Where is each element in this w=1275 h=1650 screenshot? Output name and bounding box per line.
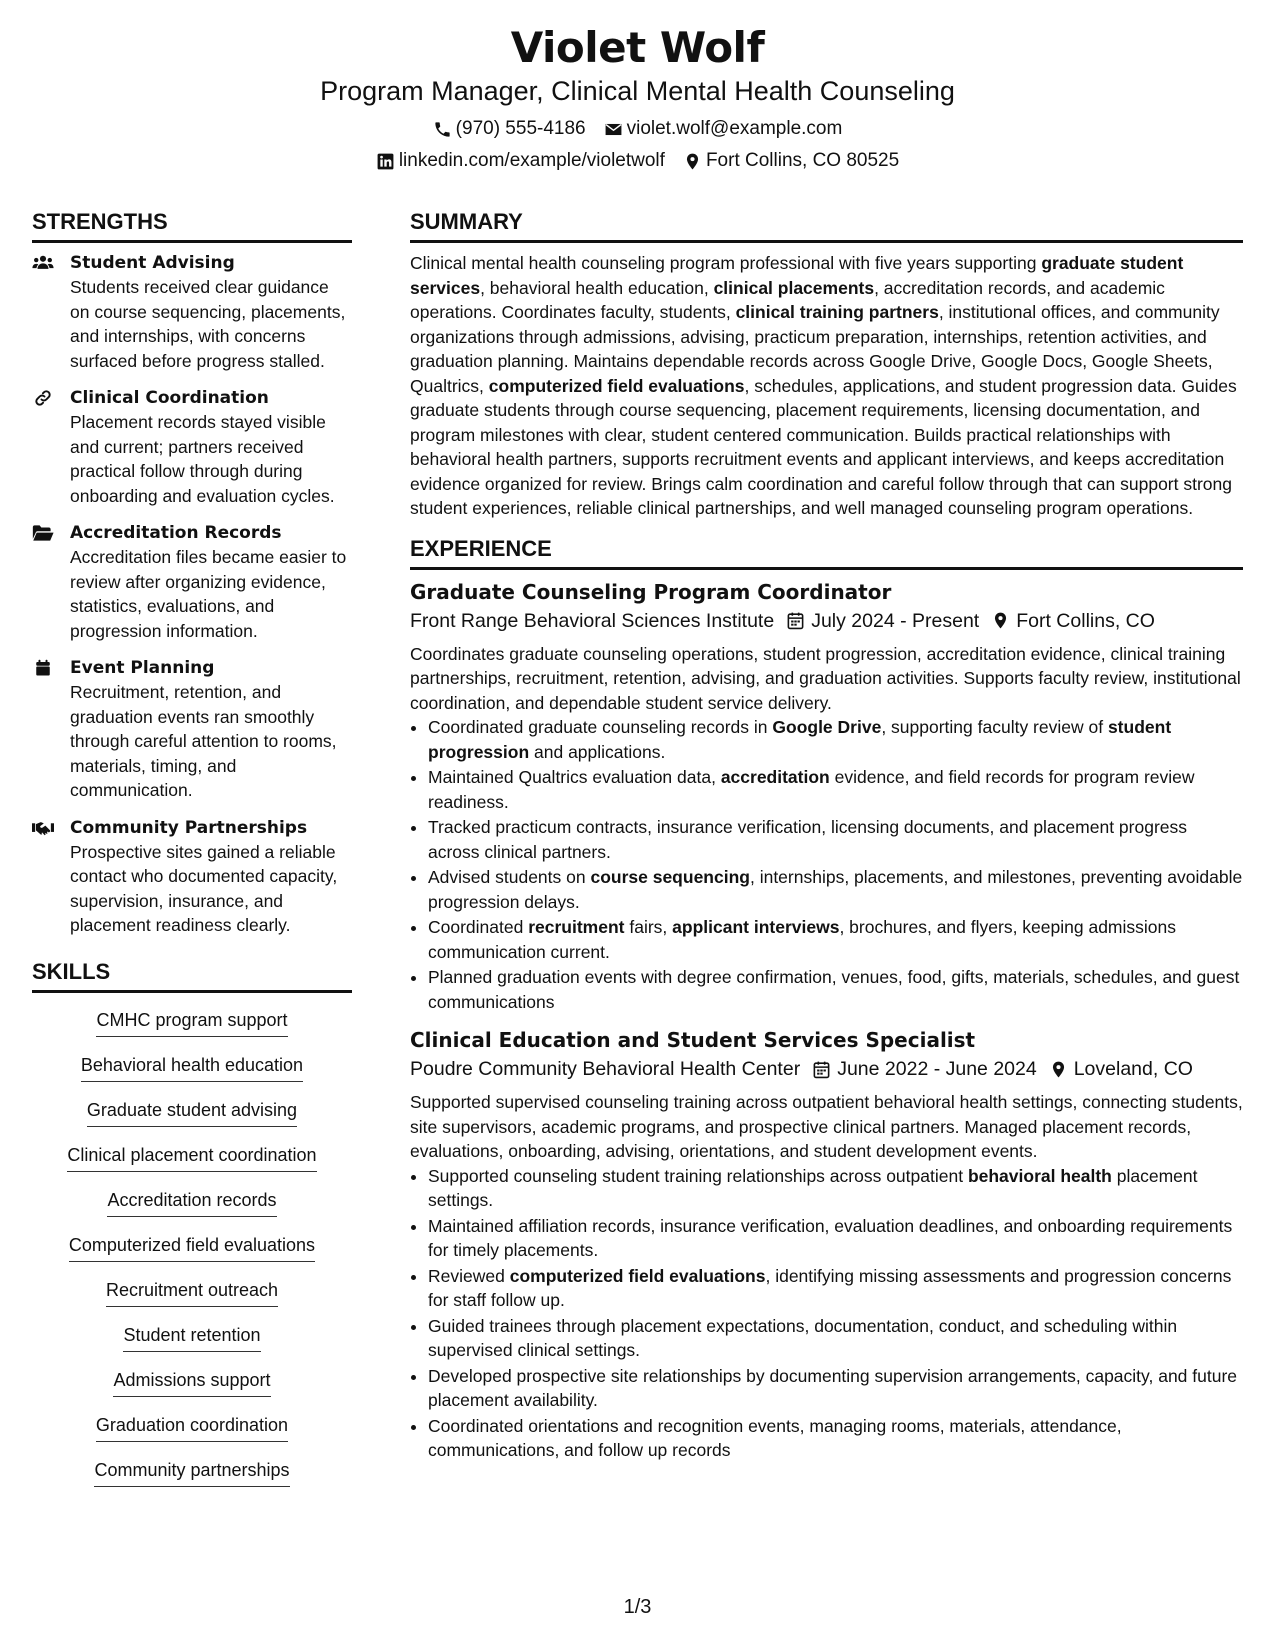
experience-heading: EXPERIENCE bbox=[410, 535, 1243, 570]
location-contact bbox=[683, 148, 899, 174]
phone-text: (970) 555-4186 bbox=[455, 118, 586, 139]
linkedin-icon bbox=[376, 152, 395, 171]
job-meta bbox=[410, 1054, 1243, 1084]
job-org: Poudre Community Behavioral Health Center bbox=[410, 1058, 801, 1080]
phone-contact bbox=[433, 116, 586, 142]
phone-icon bbox=[433, 120, 452, 139]
bold-keyword: recruitment bbox=[528, 917, 625, 937]
bullet-item: • Coordinated orientations and recognition events, managing rooms, materials, attendance, communications, and follow up records bbox=[428, 1414, 1243, 1463]
summary-text: Clinical mental health counseling program professional with five years supporting graduate student services, behavioral health education, clinical placements, accreditation records, and academic operations. Coordinates faculty, students, clinical training partners, institutional offices, and community organizations through admissions, advising, practicum preparation, internships, retention activities, and graduation planning. Maintains dependable records across Google Drive, Google Docs, Google Sheets, Qualtrics, computerized field evaluations, schedules, applications, and student progression data. Guides graduate students through course sequencing, placement requirements, licensing documentation, and program milestones with clear, student centered communication. Builds practical relationships with behavioral health partners, supports recruitment events and applicant interviews, and keeps accreditation evidence organized for review. Brings calm coordination and careful follow through that can support strong student experiences, reliable clinical partnerships, and well managed counseling program operations. bbox=[410, 253, 1237, 518]
location-text: Fort Collins, CO 80525 bbox=[705, 150, 900, 171]
skill-tag: Clinical placement coordination bbox=[67, 1142, 316, 1172]
strength-text: Accreditation files became easier to review after organizing evidence, statistics, evaluations, and progression information. bbox=[70, 547, 347, 641]
candidate-name: Violet Wolf bbox=[510, 23, 765, 72]
strength-title: Student Advising bbox=[70, 253, 235, 273]
bullet-item: • Reviewed computerized field evaluations, identifying missing assessments and progression concerns for staff follow up. bbox=[428, 1264, 1243, 1313]
skill-tag: Student retention bbox=[123, 1322, 260, 1352]
job-entry bbox=[410, 578, 1243, 1015]
resume-body bbox=[32, 208, 1243, 1502]
map-pin-icon bbox=[991, 611, 1010, 630]
job-meta bbox=[410, 606, 1243, 636]
bold-keyword: computerized field evaluations bbox=[488, 375, 745, 396]
job-description: Supported supervised counseling training across outpatient behavioral health settings, connecting students, site supervisors, academic programs, and prospective clinical partners. Managed placement records, evaluations, onboarding, advising, orientations, and student development events. bbox=[410, 1092, 1243, 1161]
map-pin-icon bbox=[1049, 1060, 1068, 1079]
bullet-item: • Maintained affiliation records, insurance verification, evaluation deadlines, and onboarding requirements for timely placements. bbox=[428, 1214, 1243, 1263]
job-description: Coordinates graduate counseling operations, student progression, accreditation evidence, clinical training partnerships, recruitment, retention, advising, and graduation activities. Supports faculty review, institutional coordination, and dependable student service delivery. bbox=[410, 643, 1241, 713]
bullet-item: • Supported counseling student training relationships across outpatient behavioral health placement settings. bbox=[428, 1164, 1243, 1213]
map-pin-icon bbox=[683, 152, 702, 171]
strength-item bbox=[32, 816, 352, 938]
strength-item bbox=[32, 656, 352, 803]
skill-tag: Community partnerships bbox=[94, 1457, 289, 1487]
strength-item bbox=[32, 251, 352, 373]
job-dates: July 2024 - Present bbox=[811, 609, 980, 632]
bullet-item: • Advised students on course sequencing, internships, placements, and milestones, preventing avoidable progression delays. bbox=[428, 865, 1243, 914]
contact-row-1 bbox=[0, 116, 1275, 142]
bullet-item: • Coordinated graduate counseling records in Google Drive, supporting faculty review of student progression and applications. bbox=[428, 715, 1243, 764]
skill-tag: Behavioral health education bbox=[81, 1052, 303, 1082]
job-location: Loveland, CO bbox=[1073, 1058, 1193, 1080]
page-number: 1/3 bbox=[623, 1596, 652, 1618]
bold-keyword: course sequencing bbox=[590, 867, 750, 887]
folder-icon bbox=[32, 524, 54, 542]
candidate-title: Program Manager, Clinical Mental Health Counseling bbox=[320, 76, 955, 106]
job-title: Graduate Counseling Program Coordinator bbox=[410, 579, 892, 604]
handshake-icon bbox=[32, 819, 54, 837]
strength-text: Placement records stayed visible and current; partners received practical follow through during onboarding and evaluation cycles. bbox=[70, 412, 335, 506]
contact-row-2 bbox=[0, 148, 1275, 174]
bullet-item: • Tracked practicum contracts, insurance verification, licensing documents, and placement progress across clinical partners. bbox=[428, 815, 1243, 864]
linkedin-contact[interactable] bbox=[376, 148, 665, 174]
bold-keyword: Google Drive bbox=[772, 717, 882, 737]
strength-text: Recruitment, retention, and graduation events ran smoothly through careful attention to rooms, materials, timing, and communication. bbox=[70, 682, 337, 800]
strength-title: Event Planning bbox=[70, 658, 215, 678]
linkedin-text[interactable]: linkedin.com/example/violetwolf bbox=[398, 150, 665, 171]
calendar-icon bbox=[812, 1060, 831, 1079]
strength-item bbox=[32, 386, 352, 508]
job-title: Clinical Education and Student Services Specialist bbox=[410, 1028, 976, 1052]
bold-keyword: computerized field evaluations bbox=[509, 1265, 766, 1286]
bullet-item: • Planned graduation events with degree confirmation, venues, food, gifts, materials, schedules, and guest communications bbox=[428, 965, 1243, 1014]
bullet-item: • Maintained Qualtrics evaluation data, accreditation evidence, and field records for program review readiness. bbox=[428, 765, 1243, 814]
job-bullets bbox=[410, 1164, 1243, 1463]
skill-tag: Computerized field evaluations bbox=[69, 1232, 315, 1262]
calendar-icon bbox=[786, 611, 805, 630]
strengths-heading: STRENGTHS bbox=[32, 208, 352, 243]
summary-heading: SUMMARY bbox=[410, 208, 1243, 243]
bullet-item: • Developed prospective site relationships by documenting supervision arrangements, capacity, and future placement availability. bbox=[428, 1364, 1243, 1413]
calendar-icon bbox=[32, 659, 54, 677]
envelope-icon bbox=[604, 120, 623, 139]
right-column bbox=[410, 208, 1243, 1502]
job-dates: June 2022 - June 2024 bbox=[837, 1058, 1037, 1080]
skill-tag: CMHC program support bbox=[96, 1007, 287, 1037]
resume-header bbox=[0, 0, 1275, 174]
job-entry bbox=[410, 1026, 1243, 1463]
strength-item bbox=[32, 521, 352, 643]
strength-title: Accreditation Records bbox=[70, 523, 282, 543]
email-contact[interactable] bbox=[604, 116, 843, 142]
bold-keyword: graduate student services bbox=[410, 253, 1184, 298]
job-location: Fort Collins, CO bbox=[1016, 609, 1155, 632]
bullet-item: • Coordinated recruitment fairs, applicant interviews, brochures, and flyers, keeping admissions communication current. bbox=[428, 915, 1243, 964]
left-column bbox=[32, 208, 352, 1502]
skill-tag: Graduate student advising bbox=[87, 1097, 297, 1127]
job-org: Front Range Behavioral Sciences Institute bbox=[410, 609, 775, 632]
skills-heading: SKILLS bbox=[32, 958, 352, 993]
skill-tag: Recruitment outreach bbox=[106, 1277, 278, 1307]
bold-keyword: clinical placements bbox=[713, 277, 875, 298]
strength-title: Community Partnerships bbox=[70, 817, 308, 838]
link-icon bbox=[32, 389, 54, 407]
bold-keyword: clinical training partners bbox=[735, 302, 939, 322]
strength-title: Clinical Coordination bbox=[70, 388, 269, 408]
bold-keyword: applicant interviews bbox=[672, 917, 840, 937]
skills-list bbox=[32, 1001, 352, 1502]
bold-keyword: behavioral health bbox=[967, 1165, 1112, 1186]
skill-tag: Accreditation records bbox=[107, 1187, 276, 1217]
strength-text: Prospective sites gained a reliable contact who documented capacity, supervision, insurance, and placement readiness clearly. bbox=[70, 841, 338, 935]
users-icon bbox=[32, 254, 54, 272]
bold-keyword: student progression bbox=[428, 717, 1172, 762]
strength-text: Students received clear guidance on course sequencing, placements, and internships, with concerns surfaced before progress stalled. bbox=[70, 277, 346, 371]
bold-keyword: accreditation bbox=[720, 767, 830, 787]
skill-tag: Graduation coordination bbox=[96, 1412, 288, 1442]
bullet-item: • Guided trainees through placement expectations, documentation, conduct, and scheduling within supervised clinical settings. bbox=[428, 1314, 1243, 1363]
email-text[interactable]: violet.wolf@example.com bbox=[626, 118, 843, 139]
skill-tag: Admissions support bbox=[113, 1367, 270, 1397]
job-bullets bbox=[410, 715, 1243, 1014]
